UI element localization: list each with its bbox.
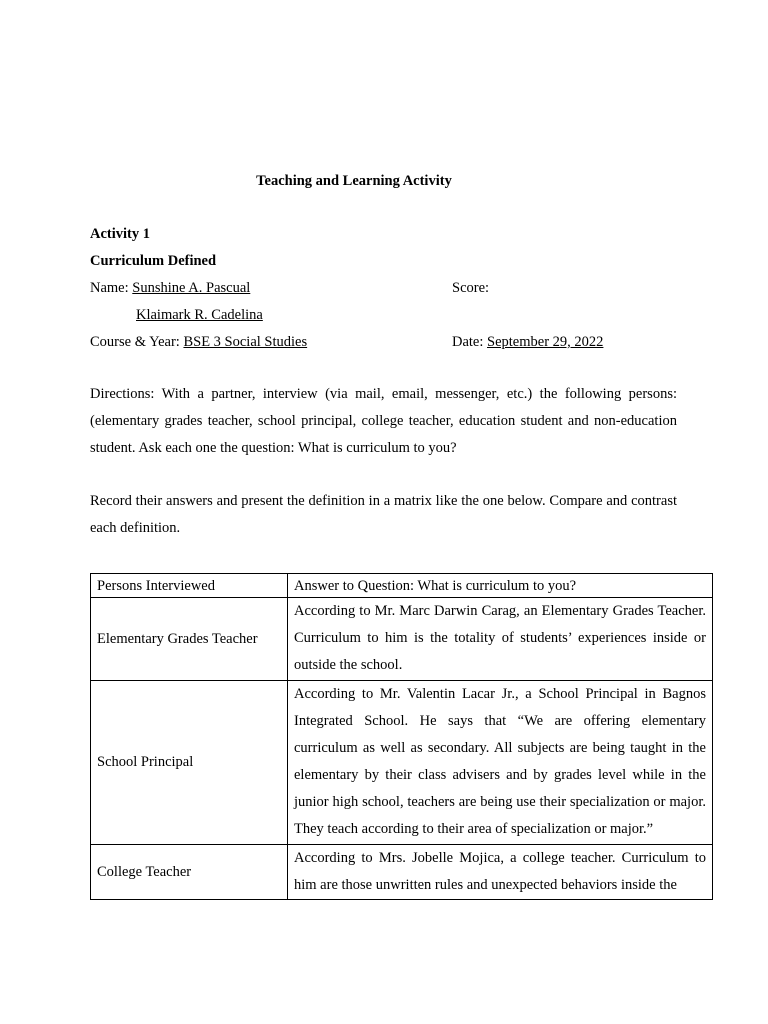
table-cell-answer: According to Mr. Valentin Lacar Jr., a School Principal in Bagnos Integrated School. He says that “We are offering elementary curriculum as well as secondary. All subjects are being taught in the elementary by their class advisers and by grades level while in the junior high school, teachers are being use their specialization or major. They teach according to their area of specialization or major.”	[288, 681, 713, 845]
course-value: BSE 3 Social Studies	[183, 334, 308, 350]
score-label: Score:	[452, 280, 490, 296]
activity-subtitle: Curriculum Defined	[90, 253, 217, 269]
interview-matrix-table	[90, 573, 713, 900]
name-field	[90, 279, 250, 297]
table-row	[91, 598, 713, 681]
table-cell-person: College Teacher	[91, 845, 288, 900]
table-row	[91, 845, 713, 900]
directions-paragraph: Directions: With a partner, interview (via mail, email, messenger, etc.) the following persons: (elementary grades teacher, school principal, college teacher, education student and non-education student. Ask each one the question: What is curriculum to you?	[90, 386, 677, 456]
course-field	[90, 333, 307, 351]
document-title: Teaching and Learning Activity	[256, 173, 452, 189]
table-cell-person: School Principal	[91, 681, 288, 845]
date-label: Date:	[452, 334, 488, 350]
table-cell-answer-wrap	[288, 845, 713, 900]
name-value-2: Klaimark R. Cadelina	[136, 307, 263, 323]
name-label: Name:	[90, 280, 133, 296]
course-label: Course & Year:	[90, 334, 184, 350]
date-value: September 29, 2022	[487, 334, 604, 350]
table-header-answer: Answer to Question: What is curriculum to you?	[288, 574, 713, 598]
table-cell-person: Elementary Grades Teacher	[91, 598, 288, 681]
date-field	[452, 333, 603, 351]
activity-heading: Activity 1	[90, 226, 150, 242]
record-paragraph: Record their answers and present the definition in a matrix like the one below. Compare and contrast each definition.	[90, 493, 677, 536]
name-value-1: Sunshine A. Pascual	[132, 280, 251, 296]
table-cell-answer: According to Mr. Marc Darwin Carag, an Elementary Grades Teacher. Curriculum to him is the totality of students’ experiences inside or outside the school.	[288, 598, 713, 681]
table-header-row	[91, 574, 713, 598]
table-row	[91, 681, 713, 845]
table-header-persons: Persons Interviewed	[91, 574, 288, 598]
table-cell-answer: According to Mrs. Jobelle Mojica, a college teacher. Curriculum to him are those unwritten rules and unexpected behaviors inside the	[294, 850, 706, 893]
